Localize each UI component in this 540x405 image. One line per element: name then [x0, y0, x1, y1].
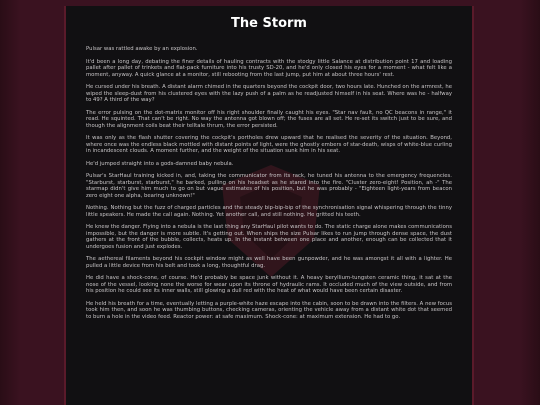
story-paragraph: He held his breath for a time, eventually letting a purple-white haze escape into the cabin, soon to be drawn into the filters. A new focus took him then, and soon he was thumbing buttons, checking cameras, orienting the vehicle away from a distant white dot that seemed to burn a hole in the video feed. Reactor power: at safe maximum. Shock-cone: at maximum extension. He had to go. — [86, 300, 452, 320]
story-paragraph: It was only as the flash shutter covering the cockpit's portholes drew upward that he realised the severity of the situation. Beyond, where once was the endless black mottled with distant points of light, were the ghostly embers of star-death, wisps of white-blue curling in incandescent clouds. A moment further, and the weight of the situation sunk him in his seat. — [86, 135, 452, 154]
story-column[interactable] — [64, 6, 474, 405]
story-body — [86, 46, 452, 320]
story-paragraph: He knew the danger. Flying into a nebula is the last thing any StarHaul pilot wants to do. The static charge alone makes communications impossible, but the danger is more subtle. It's getting out. When ships the size Pulsar likes to run jump through dense space, the dust gathers at the front of the bubble, collects, heats up. In the instant between one place and another, enough can be collected that it undergoes fusion and just explodes. — [86, 224, 452, 250]
story-paragraph: The error pulsing on the dot-matrix monitor off his right shoulder finally caught his eyes. "Star nav fault, no QC beacons in range," it read. He squinted. That can't be right. No way the antenna got blown off; the fuses are all set. He re-set its switch just to be sure, and though the alignment coils beat their telltale thrum, the error persisted. — [86, 109, 452, 129]
story-paragraph: Pulsar was rattled awake by an explosion. — [86, 46, 198, 52]
story-paragraph: He cursed under his breath. A distant alarm chimed in the quarters beyond the cockpit door, two hours late. Hunched on the armrest, he wiped the sleep-dust from his clustered eyes with the lazy push of a palm as he readjusted himself in his seat. Where was he - halfway to 49? A third of the way? — [86, 84, 452, 103]
story-paragraph: Nothing. Nothing but the fuzz of charged particles and the steady bip-bip-bip of the synchronisation signal whispering through the tinny little speakers. He made the call again. Nothing. Yet another call, and still nothing. He gritted his teeth. — [86, 205, 452, 218]
story-paragraph: He did have a shock-cone, of course. He'd probably be space junk without it. A heavy beryllium-tungsten ceramic thing, it sat at the nose of the vessel, looking none the worse for wear upon its throne of hydraulic rams. It occluded much of the view outside, and from his position he could see its inner walls, still glowing a dull red with the heat of what would have been certain disaster. — [86, 275, 452, 294]
story-paragraph: He'd jumped straight into a gods-damned baby nebula. — [86, 160, 234, 167]
story-title: The Storm — [231, 16, 307, 31]
story-content — [66, 6, 472, 320]
story-paragraph: Pulsar's StarHaul training kicked in, and, taking the communicator from its rack, he tuned his antenna to the emergency frequencies. "Starburst, starburst, starburst," he barked, pulling on his headset as he stared into the fire. "Cluster zero-eight! Position, ah -" The starmap didn't give him much to go on but vague estimates of his position, but he was probably - "Eighteen light-years from beacon zero eight one alpha, bearing unknown!" — [86, 173, 452, 199]
story-paragraph: It'd been a long day, debating the finer details of hauling contracts with the stodgy little Salance at distribution point 17 and loading pallet after pallet of trinkets and flat-pack furniture into his trusty SD-20, and he'd only closed his eyes for a moment - what felt like a moment, anyway. A quick glance at a monitor, still rebooting from the last jump, put him at about three hours' rest. — [86, 58, 452, 78]
story-paragraph: The aethereal filaments beyond his cockpit window might as well have been gunpowder, and he was amongst it all with a lighter. He pulled a little device from his belt and took a long, thoughtful drag. — [86, 256, 452, 269]
